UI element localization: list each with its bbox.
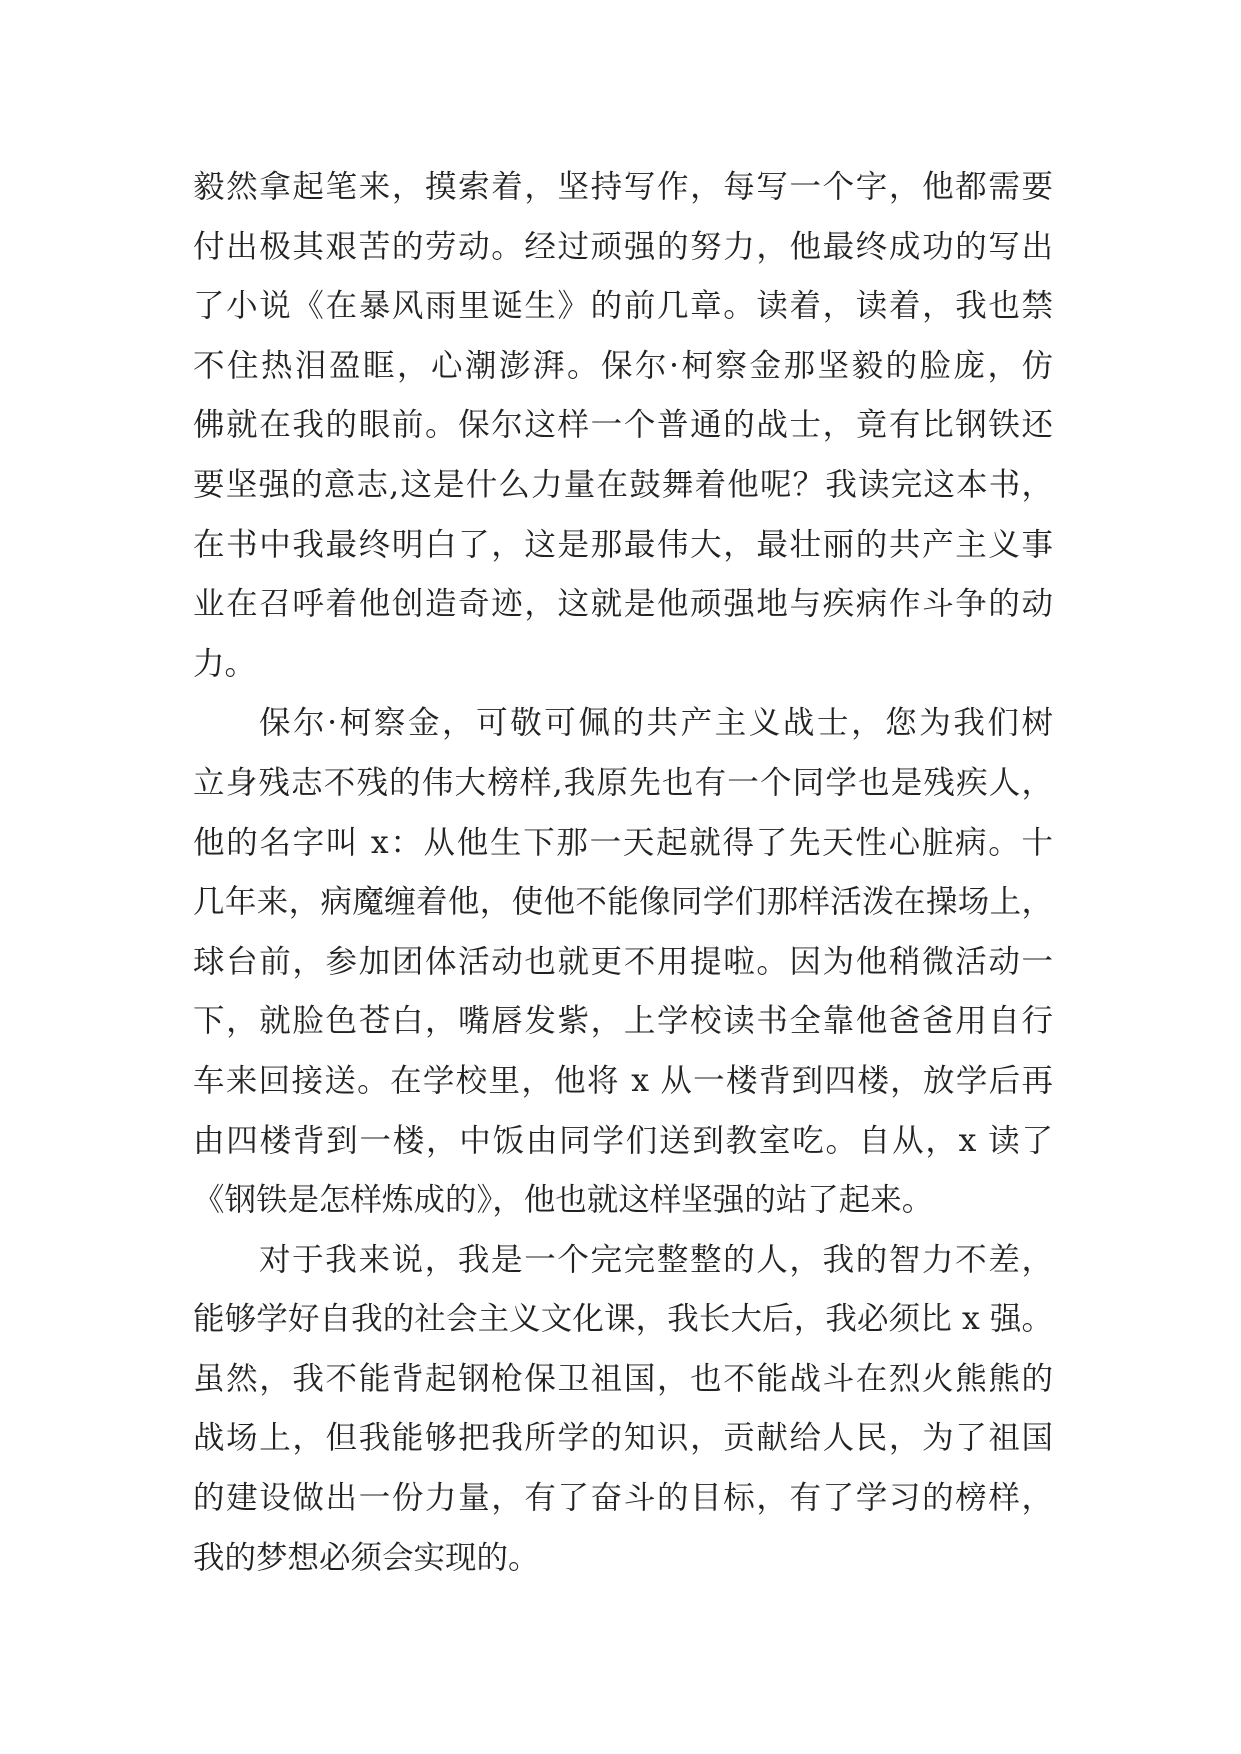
paragraph-line: 几年来，病魔缠着他，使他不能像同学们那样活泼在操场上， [193,884,1053,921]
paragraph-line: 佛就在我的眼前。保尔这样一个普通的战士，竟有比钢铁还 [193,407,1053,444]
paragraph-line: 下，就脸色苍白，嘴唇发紫，上学校读书全靠他爸爸用自行 [193,1003,1053,1040]
paragraph-line: 由四楼背到一楼，中饭由同学们送到教室吃。自从，x 读了 [193,1122,1053,1159]
paragraph-line: 战场上，但我能够把我所学的知识，贡献给人民，为了祖国 [193,1420,1053,1457]
paragraph-line: 球台前，参加团体活动也就更不用提啦。因为他稍微活动一 [193,943,1053,980]
paragraph-line: 车来回接送。在学校里，他将 x 从一楼背到四楼，放学后再 [193,1062,1053,1099]
paragraph-line: 对于我来说，我是一个完完整整的人，我的智力不差， [259,1241,1053,1278]
paragraph-line: 了小说《在暴风雨里诞生》的前几章。读着，读着，我也禁 [193,288,1053,325]
paragraph-line: 《钢铁是怎样炼成的》，他也就这样坚强的站了起来。 [193,1182,934,1219]
document-body [193,158,1053,1588]
paragraph-line: 不住热泪盈眶，心潮澎湃。保尔·柯察金那坚毅的脸庞，仿 [193,347,1053,384]
paragraph-line: 要坚强的意志,这是什么力量在鼓舞着他呢？我读完这本书， [193,466,1053,503]
paragraph-line: 我的梦想必须会实现的。 [193,1539,540,1576]
paragraph-line: 保尔·柯察金，可敬可佩的共产主义战士，您为我们树 [259,705,1053,742]
paragraph-line: 毅然拿起笔来，摸索着，坚持写作，每写一个字，他都需要 [193,169,1053,205]
paragraph-line: 力。 [193,645,257,682]
paragraph-line: 虽然，我不能背起钢枪保卫祖国，也不能战斗在烈火熊熊的 [193,1360,1053,1397]
paragraph-line: 立身残志不残的伟大榜样,我原先也有一个同学也是残疾人， [193,764,1053,801]
paragraph-line: 在书中我最终明白了，这是那最伟大，最壮丽的共产主义事 [193,526,1053,563]
paragraph-line: 业在召呼着他创造奇迹，这就是他顽强地与疾病作斗争的动 [193,586,1053,623]
paragraph-line: 付出极其艰苦的劳动。经过顽强的努力，他最终成功的写出 [193,228,1053,265]
paragraph-line: 的建设做出一份力量，有了奋斗的目标，有了学习的榜样， [193,1480,1053,1517]
paragraph-line: 能够学好自我的社会主义文化课，我长大后，我必须比 x 强。 [193,1301,1053,1338]
paragraph-line: 他的名字叫 x：从他生下那一天起就得了先天性心脏病。十 [193,824,1053,861]
